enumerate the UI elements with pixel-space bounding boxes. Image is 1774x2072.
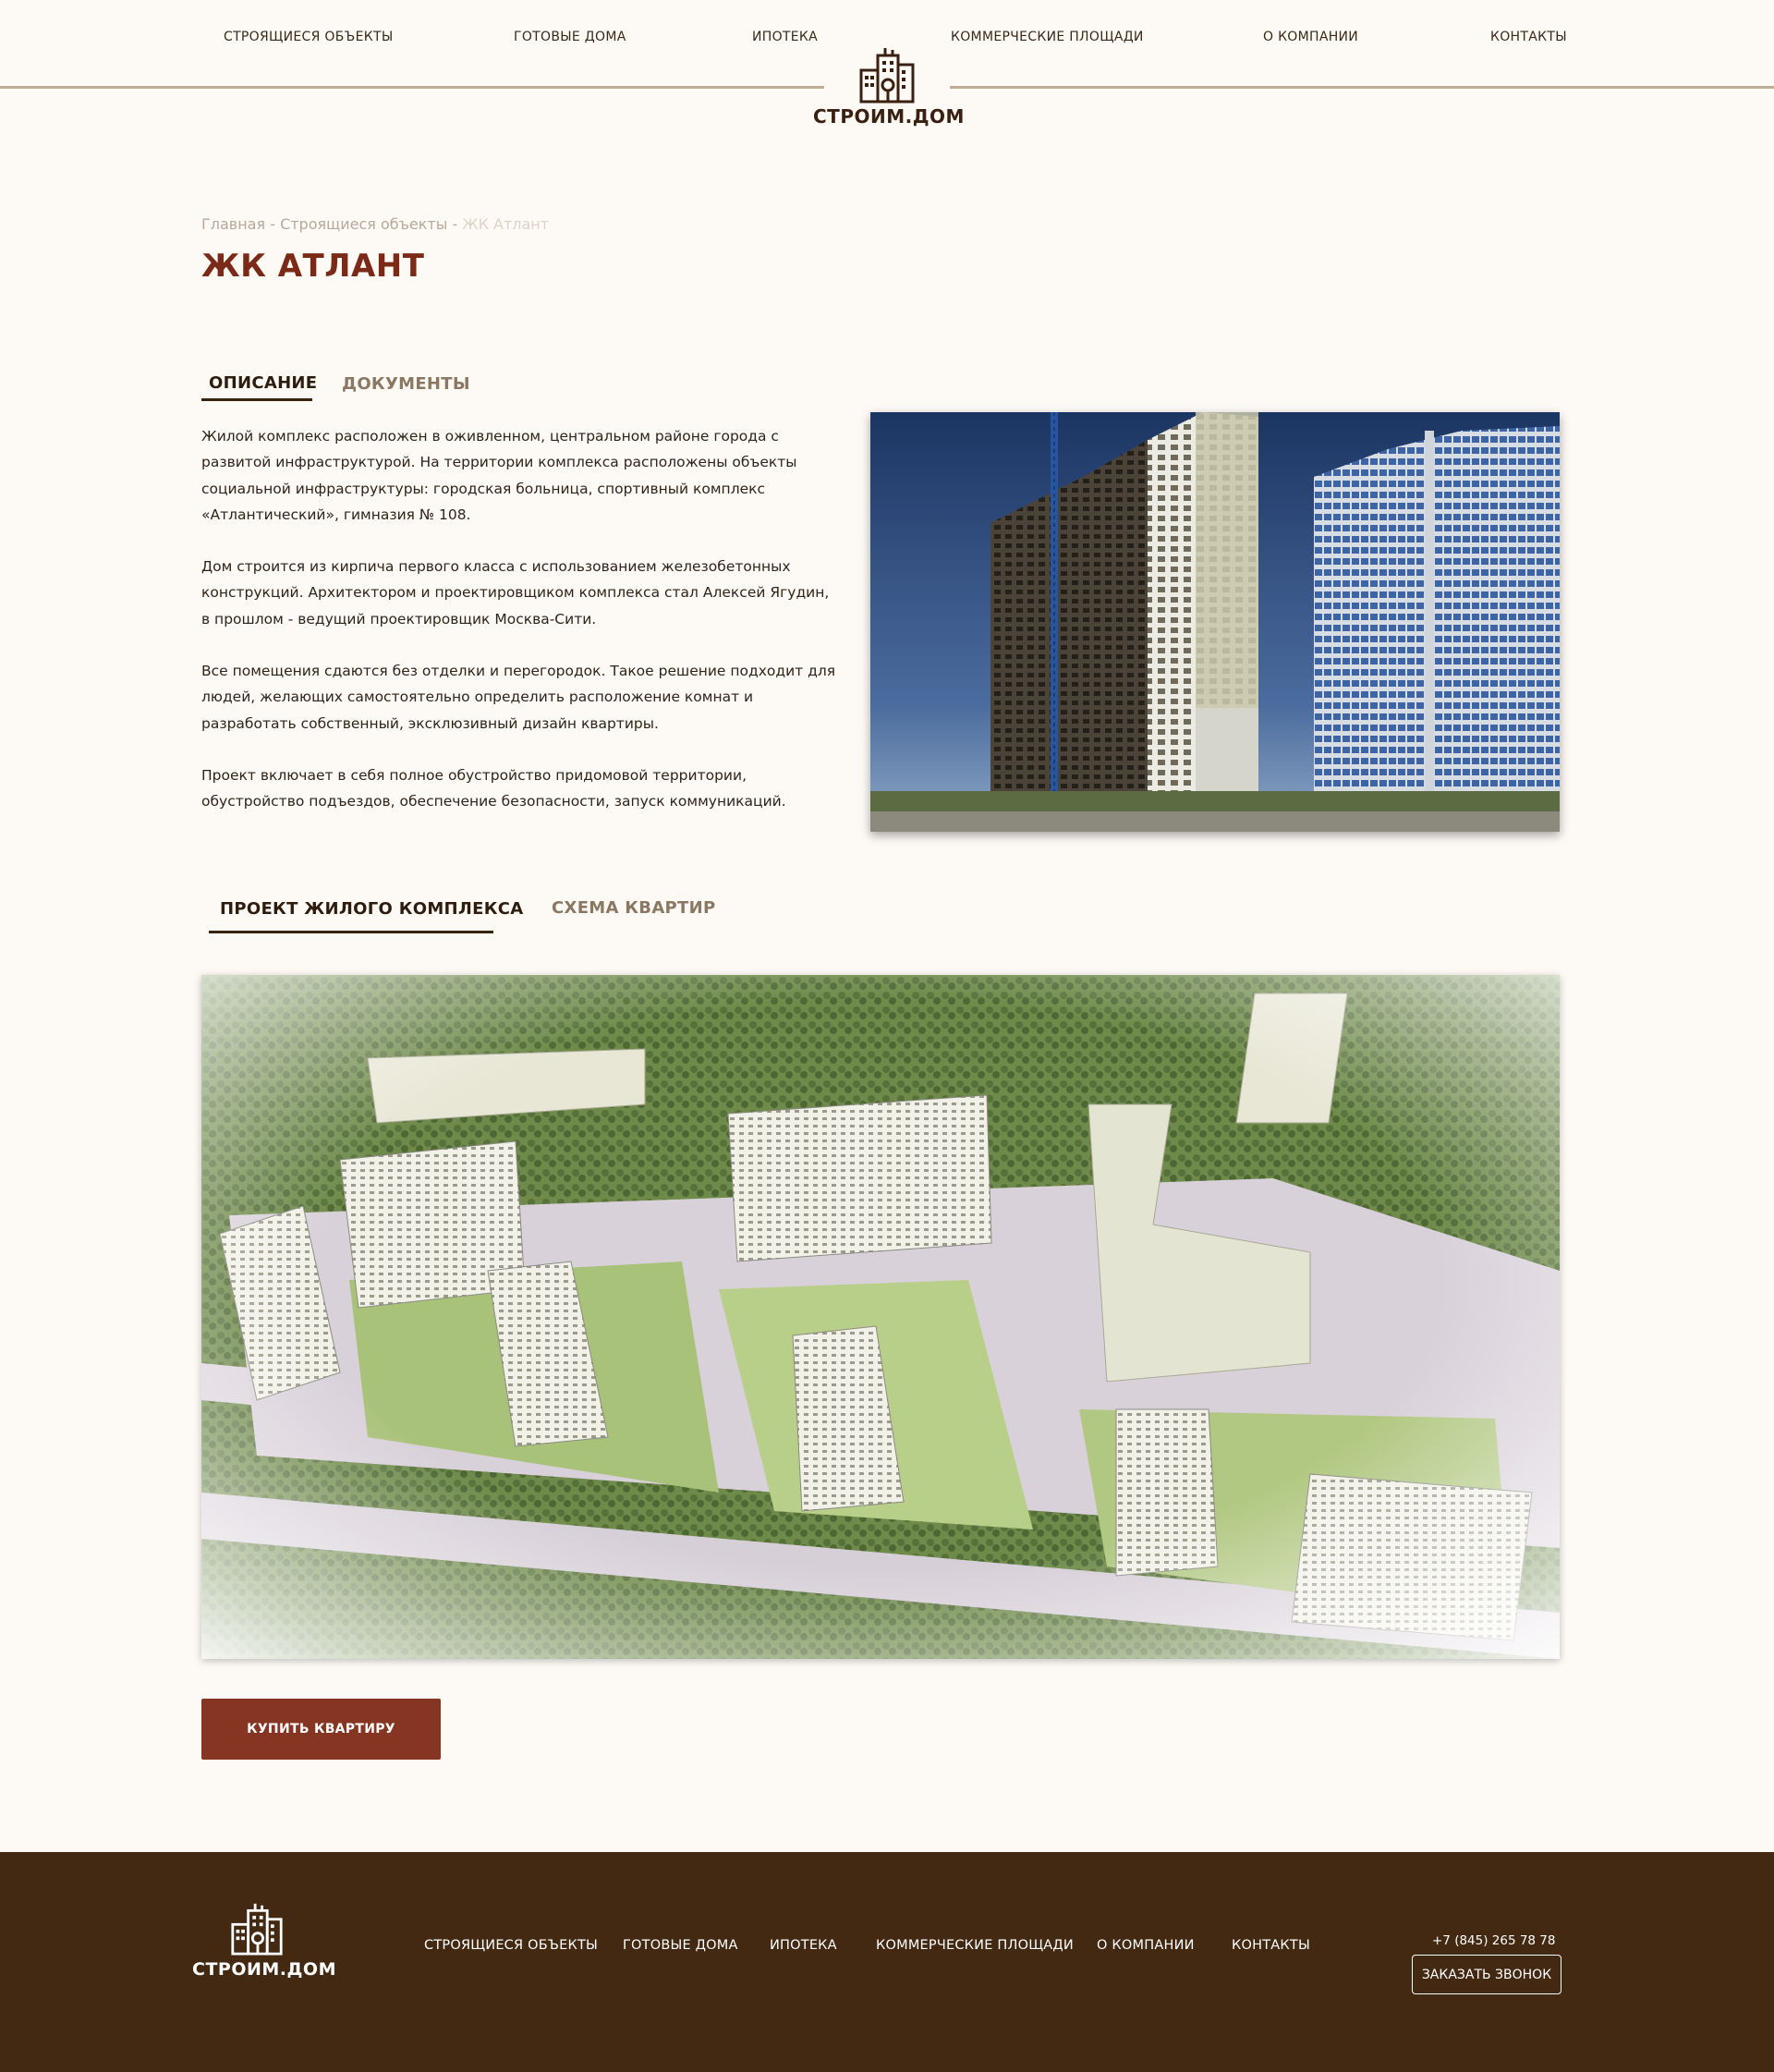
building-photo — [870, 412, 1560, 832]
nav-divider-right — [950, 86, 1774, 89]
footer-nav-contacts[interactable]: КОНТАКТЫ — [1232, 1938, 1310, 1953]
nav-item-mortgage[interactable]: ИПОТЕКА — [752, 30, 819, 44]
tab-documents[interactable]: ДОКУМЕНТЫ — [342, 374, 470, 394]
description-text — [201, 423, 839, 841]
site-logo[interactable] — [813, 46, 965, 135]
logo-building-icon — [229, 1902, 285, 1956]
complex-aerial-render — [201, 975, 1560, 1659]
request-call-button[interactable]: ЗАКАЗАТЬ ЗВОНОК — [1412, 1955, 1561, 1994]
tab-apartment-scheme[interactable]: СХЕМА КВАРТИР — [552, 898, 716, 918]
breadcrumb-separator: - — [265, 215, 281, 233]
breadcrumb-current: ЖК Атлант — [462, 215, 550, 233]
tab-active-indicator — [201, 398, 312, 401]
logo-text: СТРОИМ.ДОМ — [813, 105, 965, 128]
description-paragraph: Дом строится из кирпича первого класса с использованием железобетонных конструкций. Архитектором и проектировщиком комплекса стал Алексей Ягудин, в прошлом - ведущий проектировщик Москва-Сити. — [201, 558, 830, 628]
description-paragraph: Жилой комплекс расположен в оживленном, центральном районе города с развитой инфраструктурой. На территории комплекса расположены объекты социальной инфраструктуры: городская больница, спортивный комплекс «Атлантический», гимназия № 108. — [201, 428, 797, 523]
footer-logo[interactable] — [192, 1902, 336, 1980]
buy-apartment-button[interactable]: КУПИТЬ КВАРТИРУ — [201, 1699, 441, 1760]
tab-description[interactable]: ОПИСАНИЕ — [209, 373, 318, 393]
breadcrumb-section[interactable]: Строящиеся объекты — [280, 215, 448, 233]
description-paragraph: Все помещения сдаются без отделки и перегородок. Такое решение подходит для людей, желающих самостоятельно определить расположение комнат и разработать собственный, эксклюзивный дизайн квартиры. — [201, 663, 836, 732]
tab-project[interactable]: ПРОЕКТ ЖИЛОГО КОМПЛЕКСА — [220, 899, 524, 919]
footer-nav-ready-homes[interactable]: ГОТОВЫЕ ДОМА — [623, 1938, 738, 1953]
footer-phone[interactable]: +7 (845) 265 78 78 — [1432, 1933, 1556, 1948]
logo-building-icon — [857, 46, 917, 104]
nav-item-contacts[interactable]: КОНТАКТЫ — [1490, 30, 1567, 44]
breadcrumb — [201, 215, 549, 233]
footer-nav-under-construction[interactable]: СТРОЯЩИЕСЯ ОБЪЕКТЫ — [424, 1938, 599, 1953]
description-paragraph: Проект включает в себя полное обустройство придомовой территории, обустройство подъездов, обеспечение безопасности, запуск коммуникаций. — [201, 766, 786, 811]
nav-item-about[interactable]: О КОМПАНИИ — [1263, 30, 1359, 44]
footer-nav-about[interactable]: О КОМПАНИИ — [1097, 1938, 1195, 1953]
page-title: ЖК АТЛАНТ — [201, 248, 425, 285]
breadcrumb-home[interactable]: Главная — [201, 215, 266, 233]
nav-item-commercial[interactable]: КОММЕРЧЕСКИЕ ПЛОЩАДИ — [951, 30, 1144, 44]
footer-nav-commercial[interactable]: КОММЕРЧЕСКИЕ ПЛОЩАДИ — [876, 1938, 1074, 1953]
nav-divider-left — [0, 86, 824, 89]
tab-active-indicator — [209, 931, 493, 933]
nav-item-ready-homes[interactable]: ГОТОВЫЕ ДОМА — [514, 30, 626, 44]
breadcrumb-separator: - — [447, 215, 463, 233]
footer-nav-mortgage[interactable]: ИПОТЕКА — [770, 1938, 837, 1953]
footer-logo-text: СТРОИМ.ДОМ — [192, 1959, 336, 1980]
site-header — [0, 0, 1774, 139]
site-footer — [0, 1852, 1774, 2072]
nav-item-under-construction[interactable]: СТРОЯЩИЕСЯ ОБЪЕКТЫ — [224, 30, 394, 44]
